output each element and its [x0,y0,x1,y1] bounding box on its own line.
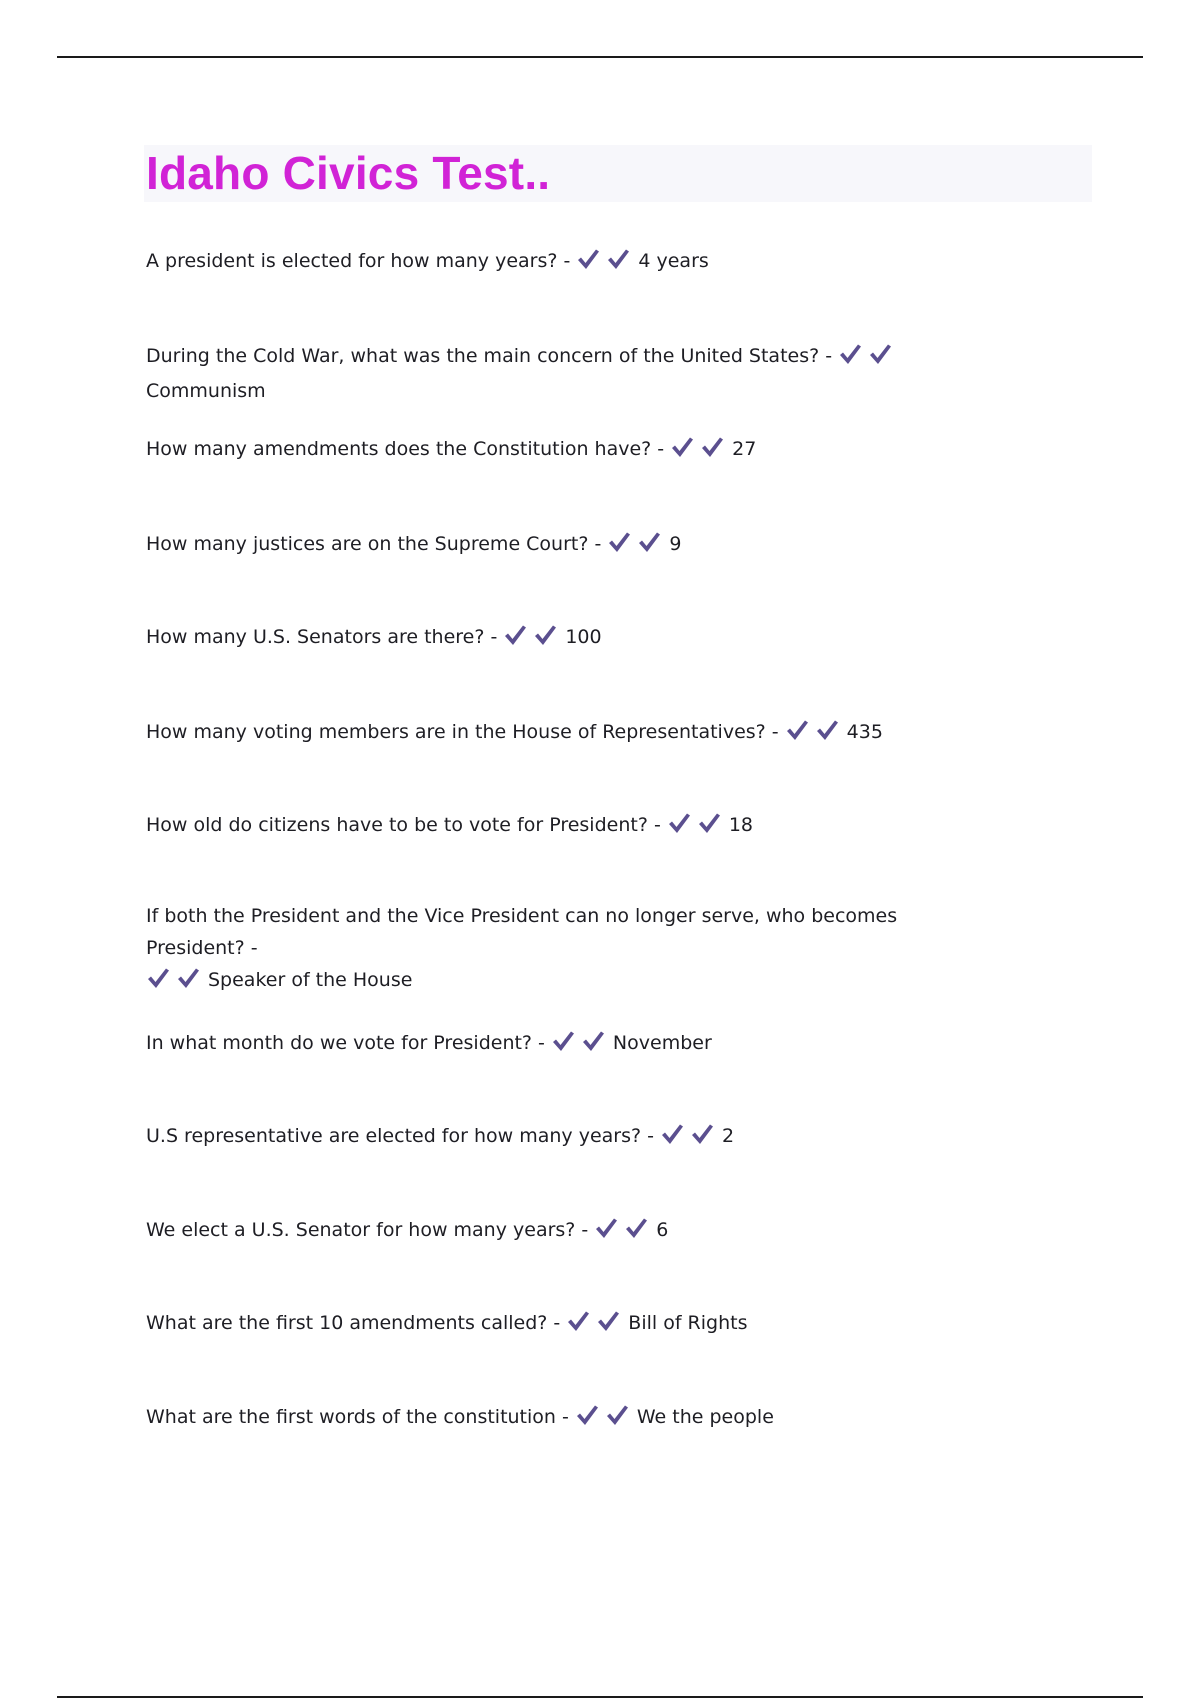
qa-item [146,340,1006,407]
check-icon [503,624,527,646]
question-text: What are the first 10 amendments called? - [146,1312,561,1334]
check-icon [838,343,862,365]
answer-text: 435 [846,721,883,743]
answer-text: Bill of Rights [628,1312,748,1334]
check-icon [868,343,892,365]
check-icon [575,1404,599,1426]
check-pair [660,1123,720,1155]
check-pair [566,1310,626,1342]
bottom-rule [57,1696,1143,1698]
check-pair [576,248,636,280]
answer-text: We the people [636,1406,774,1428]
answer-text: Communism [146,380,266,402]
check-icon [700,436,724,458]
question-text: How many amendments does the Constitution have? - [146,438,665,460]
check-icon [176,967,200,989]
question-text: A president is elected for how many years? - [146,250,571,272]
check-icon [690,1123,714,1145]
qa-item [146,528,1006,563]
qa-item [146,1401,1006,1436]
question-text: How many voting members are in the House of Representatives? - [146,721,779,743]
qa-item [146,900,986,999]
qa-item [146,1120,1006,1155]
answer-text: 6 [656,1219,669,1241]
answer-text: 4 years [638,250,709,272]
qa-item [146,716,1006,751]
check-pair [838,343,898,375]
qa-item [146,1214,1006,1249]
check-icon [660,1123,684,1145]
check-icon [667,812,691,834]
answer-text: 2 [721,1125,735,1147]
qa-item [146,1307,1006,1342]
check-icon [815,719,839,741]
qa-item [146,1027,1006,1062]
answer-text: 9 [669,533,682,555]
qa-item [146,809,1006,844]
question-text: How many U.S. Senators are there? - [146,626,498,648]
check-icon [581,1030,605,1052]
check-pair [785,719,845,751]
question-text: What are the first words of the constitution - [146,1406,569,1428]
check-icon [146,967,170,989]
answer-text: Speaker of the House [208,969,413,991]
check-icon [606,248,630,270]
document-title: Idaho Civics Test.. [146,147,551,199]
check-icon [596,1310,620,1332]
check-icon [637,531,661,553]
check-icon [607,531,631,553]
question-text: How many justices are on the Supreme Court? - [146,533,602,555]
check-pair [670,436,730,468]
question-text: U.S representative are elected for how many years? - [146,1125,654,1147]
question-text: We elect a U.S. Senator for how many years? - [146,1219,589,1241]
check-pair [575,1404,635,1436]
answer-text: 100 [565,626,602,648]
check-icon [576,248,600,270]
answer-text: November [612,1032,712,1054]
check-icon [624,1217,648,1239]
check-icon [566,1310,590,1332]
check-pair [594,1217,654,1249]
answer-text: 18 [728,814,753,836]
check-icon [670,436,694,458]
check-icon [551,1030,575,1052]
check-pair [503,624,563,656]
check-pair [551,1030,611,1062]
qa-item [146,245,1006,280]
top-rule [57,56,1143,58]
question-text: In what month do we vote for President? - [146,1032,545,1054]
check-icon [594,1217,618,1239]
check-icon [533,624,557,646]
check-icon [697,812,721,834]
check-pair [146,967,206,999]
answer-text: 27 [732,438,757,460]
qa-item [146,433,1006,468]
qa-item [146,621,1006,656]
question-text: During the Cold War, what was the main concern of the United States? - [146,345,833,367]
check-icon [605,1404,629,1426]
check-pair [667,812,727,844]
check-icon [785,719,809,741]
question-text: How old do citizens have to be to vote for President? - [146,814,661,836]
question-text: If both the President and the Vice President can no longer serve, who becomes President? - [146,905,898,959]
title-band [144,145,1092,202]
check-pair [607,531,667,563]
